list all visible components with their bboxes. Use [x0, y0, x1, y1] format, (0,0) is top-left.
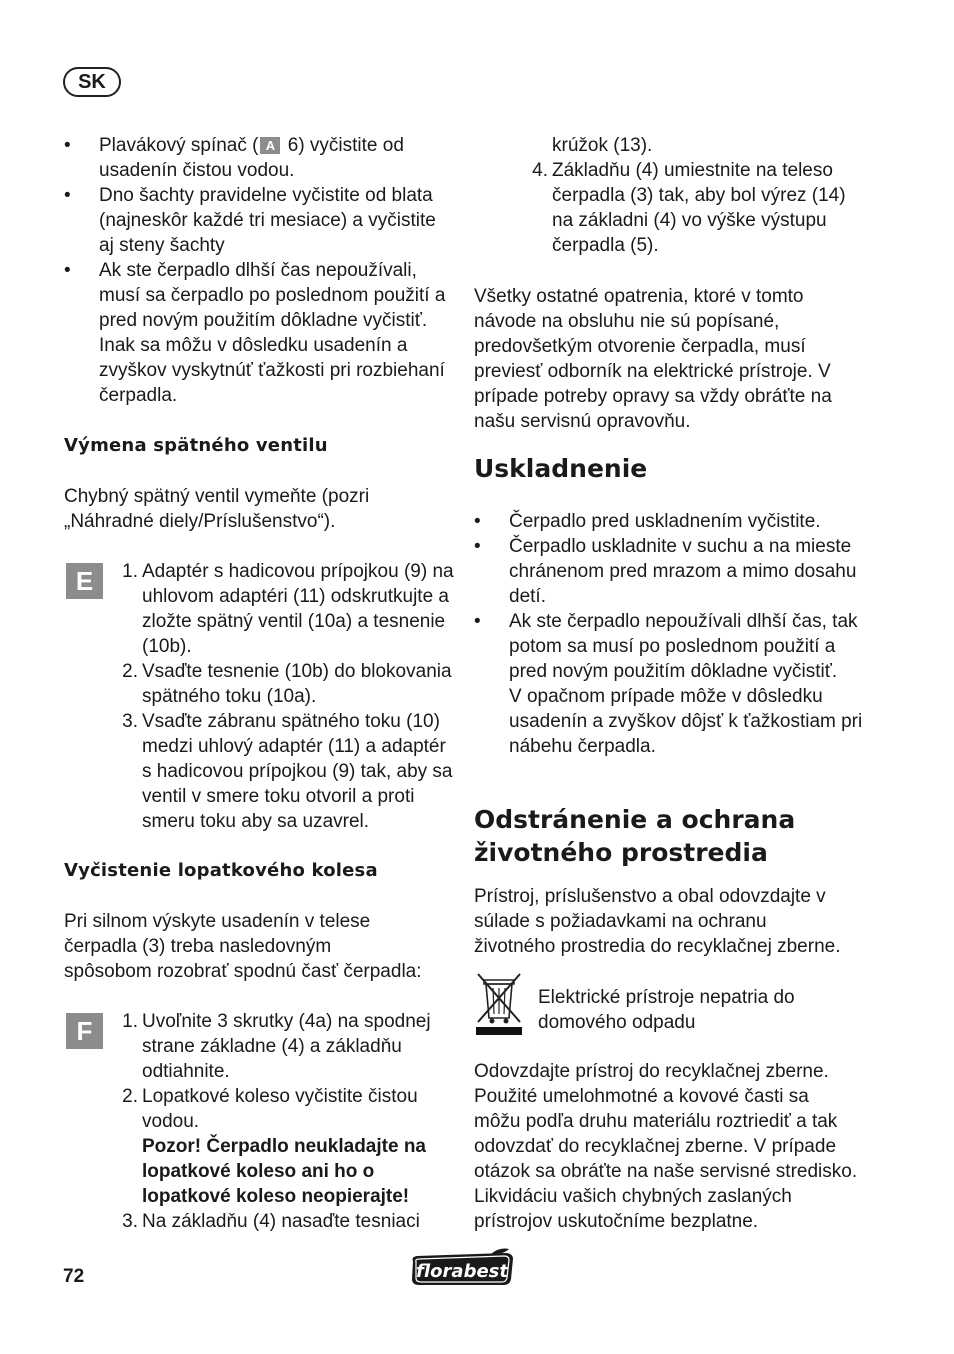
impeller-steps-cont: [474, 133, 864, 258]
list-item: 2. Vsaďte tesnenie (10b) do blokovania spätného toku (10a).: [122, 661, 452, 707]
list-item: 1. Adaptér s hadicovou prípojkou (9) na uhlovom adaptéri (11) odskrutkujte a zložte spätný ventil (10a) a tesnenie (10b).: [122, 561, 454, 657]
other-measures: Všetky ostatné opatrenia, ktoré v tomto návode na obsluhu nie sú popísané, predovšetkým otvorenie čerpadla, musí previesť odborník na elektrické prístroje. V prípade potreby opravy sa vždy obráťte na našu servisnú opravovňu.: [474, 286, 832, 432]
list-item: • Plavákový spínač ( A 6) vyčistite od usadenín čistou vodou.: [64, 133, 454, 183]
list-item: • Čerpadlo uskladnite v suchu a na mieste chránenom pred mrazom a mimo dosahu detí.: [474, 534, 864, 609]
list-item: • Ak ste čerpadlo nepoužívali dlhší čas, tak potom sa musí po poslednom použití a pred novým použitím dôkladne vyčistiť. V opačnom prípade môže v dôsledku usadenín a zvyškov dôjsť k ťažkostiam pri nábehu čerpadla.: [474, 609, 864, 759]
storage-bullets: [474, 509, 864, 759]
valve-steps: [64, 559, 454, 834]
disposal-heading: Odstránenie a ochrana životného prostredia: [474, 805, 796, 867]
list-item: 3. Vsaďte zábranu spätného toku (10) medzi uhlový adaptér (11) a adaptér s hadicovou prípojkou (9) tak, aby sa ventil v smere toku otvoril a proti smeru toku aby sa uzavrel.: [122, 711, 453, 832]
crossed-bin-icon: [474, 972, 524, 1036]
list-item: • Dno šachty pravidelne vyčistite od blata (najneskôr každé tri mesiace) a vyčistite aj steny šachty: [64, 183, 454, 258]
valve-heading: Výmena spätného ventilu: [64, 435, 328, 456]
disposal-outro: Odovzdajte prístroj do recyklačnej zberne. Použité umelohmotné a kovové časti sa môžu podľa druhu materiálu roztriediť a tak odovzdať do recyklačnej zberne. V prípade otázok sa obráťte na naše servisné stredisko. Likvidáciu vašich chybných zaslaných prístrojov uskutočníme bezplatne.: [474, 1061, 858, 1232]
impeller-heading: Vyčistenie lopatkového kolesa: [64, 860, 378, 881]
warning-text: Pozor! Čerpadlo neukladajte na lopatkové koleso ani ho o lopatkové koleso neopierajte!: [142, 1136, 426, 1207]
impeller-steps: [64, 1009, 454, 1234]
svg-text:florabest: florabest: [416, 1261, 508, 1282]
list-item: krúžok (13).: [552, 135, 653, 156]
page-number: 72: [63, 1266, 85, 1287]
impeller-intro: Pri silnom výskyte usadenín v telese čerpadla (3) treba nasledovným spôsobom rozobrať spodnú časť čerpadla:: [64, 911, 422, 982]
figure-label-e: E: [66, 563, 103, 599]
weee-text: Elektrické prístroje nepatria do domového odpadu: [538, 987, 795, 1033]
florabest-logo: [405, 1247, 519, 1289]
figure-label-f: F: [66, 1013, 103, 1049]
valve-intro: Chybný spätný ventil vymeňte (pozri „Náhradné diely/Príslušenstvo“).: [64, 486, 370, 532]
list-item: 3. Na základňu (4) nasaďte tesniaci: [122, 1211, 420, 1232]
list-item: • Čerpadlo pred uskladnením vyčistite.: [474, 509, 864, 534]
storage-heading: Uskladnenie: [474, 454, 648, 483]
list-item: 2. Lopatkové koleso vyčistite čistou vodou. Pozor! Čerpadlo neukladajte na lopatkové koleso ani ho o lopatkové koleso neopierajte!: [122, 1086, 426, 1207]
language-badge: SK: [63, 67, 121, 97]
list-item: 4. Základňu (4) umiestnite na teleso čerpadla (3) tak, aby bol výrez (14) na základni (4) vo výške výstupu čerpadla (5).: [532, 160, 846, 256]
disposal-intro: Prístroj, príslušenstvo a obal odovzdajte v súlade s požiadavkami na ochranu životného prostredia do recyklačnej zberne.: [474, 886, 841, 957]
list-item: • Ak ste čerpadlo dlhší čas nepoužívali, musí sa čerpadlo po poslednom použití a pred novým použitím dôkladne vyčistiť. Inak sa môžu v dôsledku usadenín a zvyškov vyskytnúť ťažkosti pri rozbiehaní čerpadla.: [64, 258, 454, 408]
figure-ref-label: A: [260, 137, 280, 154]
left-intro-bullets: [64, 133, 454, 408]
list-item: 1. Uvoľnite 3 skrutky (4a) na spodnej strane základne (4) a základňu odtiahnite.: [122, 1011, 431, 1082]
